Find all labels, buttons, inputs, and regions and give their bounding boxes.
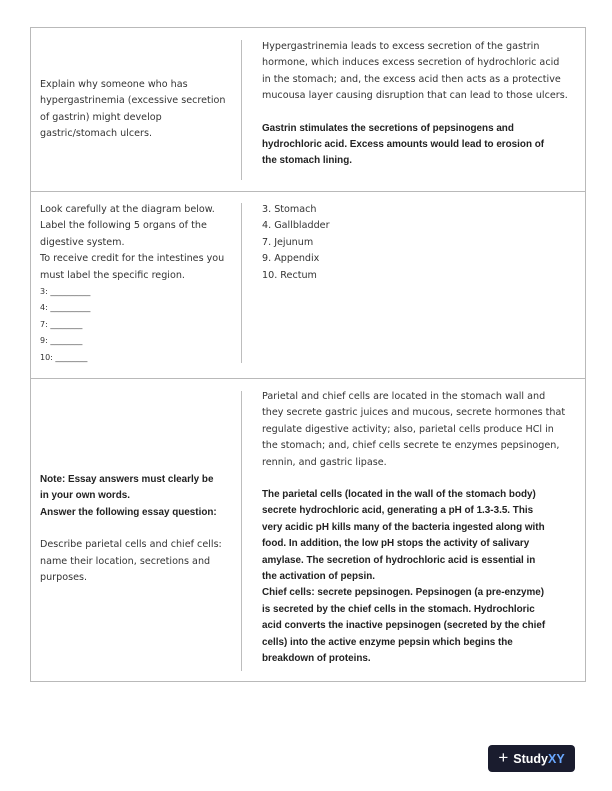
plus-icon: + (498, 748, 509, 767)
blank-4: 4: __________ (40, 303, 91, 313)
card-1-question: Explain why someone who has hypergastrinemia (excessive secretion of gastrin) might develop gastric/stomach ulcers. (40, 79, 226, 140)
blank-9: 9: ________ (40, 336, 83, 346)
card-2-question: Look carefully at the diagram below. Label the following 5 organs of the digestive system. To receive credit for the intestines you must label the specific region. 3: __________ 4: __________ 7: ________ 9: ________ 10: ________ (40, 202, 230, 366)
flashcard-2 (30, 191, 586, 379)
card-3-question: Note: Essay answers must clearly be in your own words. Answer the following essay question: Describe parietal cells and chief cells: name their location, secretions and purposes. (40, 472, 230, 586)
blank-10: 10: ________ (40, 352, 88, 362)
card-2-answer: 3. Stomach 4. Gallbladder 7. Jejunum 9. Appendix 10. Rectum (262, 204, 330, 281)
blank-3: 3: __________ (40, 287, 91, 297)
card-1-answer: Hypergastrinemia leads to excess secretion of the gastrin hormone, which induces excess secretion of hydrochloric acid in the stomach; and, the excess acid then acts as a protective mucousa layer causing disruption that can lead to those ulcers. Gastrin stimulates the secretions of pepsinogens and hydrochloric acid. Excess amounts would lead to erosion of the stomach lining. (262, 41, 568, 167)
card-divider (241, 391, 242, 671)
flashcard-3 (30, 379, 586, 682)
studyxy-logo[interactable] (488, 745, 575, 772)
card-1-answer-bold: Gastrin stimulates the secretions of pepsinogens and (262, 122, 514, 134)
logo-text: StudyXY (513, 751, 565, 766)
flashcard-1 (30, 27, 586, 192)
card-3-answer: Parietal and chief cells are located in the stomach wall and they secrete gastric juices and mucous, secrete hormones that regulate digestive activity; also, parietal cells produce HCl in the stomach; and, chief cells secrete te enzymes pepsinogen, rennin, and gastric lipase. The parietal cells (located in the wall of the stomach body) secrete hydrochloric acid, generating a pH of 1.3-3.5. This very acidic pH kills many of the bacteria ingested along with food. In addition, the low pH stops the activity of salivary amylase. The secretion of hydrochloric acid is essential in the activation of pepsin. Chief cells: secrete pepsinogen. Pepsinogen (a pre-enzyme) is secreted by the chief cells in the stomach. Hydrochloric acid converts the inactive pepsinogen (secreted by the chief cells) into the active enzyme pepsin which begins the breakdown of proteins. (262, 391, 566, 665)
card-divider (241, 203, 242, 363)
card-divider (241, 40, 242, 180)
card-3-answer-bold: The parietal cells (located in the wall of the stomach body) (262, 489, 536, 501)
blank-7: 7: ________ (40, 319, 83, 329)
essay-note: Note: Essay answers must clearly be (40, 474, 214, 485)
